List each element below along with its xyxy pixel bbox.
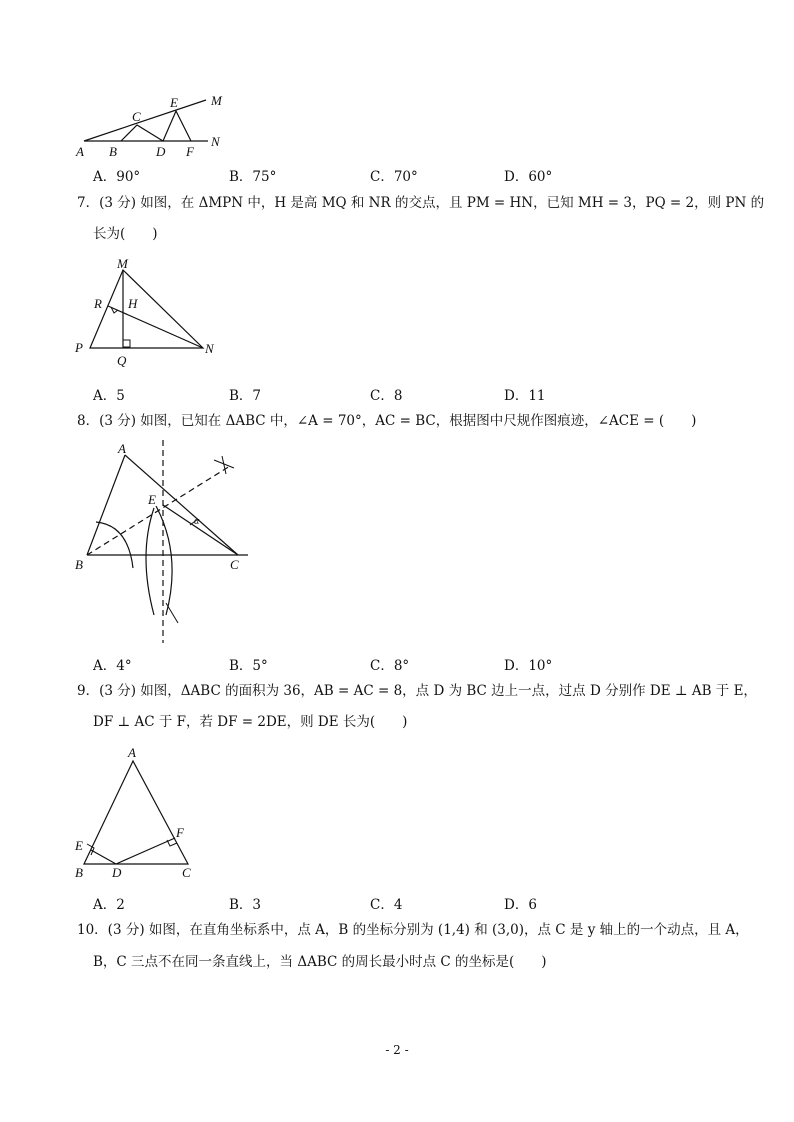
q6-label-C: C	[132, 109, 141, 124]
q6-option-b[interactable]: B．75°	[229, 169, 277, 185]
q7-option-c[interactable]: C．8	[370, 388, 403, 404]
q7-figure	[70, 255, 230, 367]
q9-label-B: B	[75, 865, 83, 880]
q9-label-A: A	[128, 745, 136, 760]
q8-option-b[interactable]: B．5°	[229, 658, 268, 674]
q6-label-B: B	[109, 144, 117, 159]
q10-stem-line2: B，C 三点不在同一条直线上，当 ΔABC 的周长最小时点 C 的坐标是( )	[93, 954, 547, 970]
q9-label-E: E	[75, 838, 83, 853]
q9-stem-line1: 9．(3 分) 如图，ΔABC 的面积为 36，AB = AC = 8，点 D 为 BC 边上一点，过点 D 分别作 DE ⊥ AB 于 E，	[77, 683, 757, 699]
q9-figure	[70, 742, 205, 882]
q6-label-D: D	[156, 144, 166, 159]
q9-option-d[interactable]: D．6	[504, 897, 537, 913]
q6-label-E: E	[170, 95, 178, 110]
q7-diagram	[70, 255, 230, 367]
q8-figure	[70, 440, 260, 645]
q7-label-N: N	[205, 341, 214, 356]
q9-option-c[interactable]: C．4	[370, 897, 403, 913]
q8-option-c[interactable]: C．8°	[370, 658, 410, 674]
q9-label-C: C	[182, 865, 191, 880]
q8-label-E: E	[148, 492, 156, 507]
q7-label-H: H	[128, 296, 138, 311]
q9-label-F: F	[176, 825, 184, 840]
q6-option-d[interactable]: D．60°	[504, 169, 553, 185]
q8-label-C: C	[230, 557, 239, 572]
q7-label-P: P	[75, 340, 83, 355]
q7-stem-line2: 长为( )	[93, 226, 158, 242]
q8-label-alpha: α	[194, 516, 200, 527]
q7-label-R: R	[94, 296, 102, 311]
q7-stem-line1: 7．(3 分) 如图，在 ΔMPN 中，H 是高 MQ 和 NR 的交点，且 PM = HN，已知 MH = 3，PQ = 2，则 PN 的	[77, 195, 765, 211]
q7-option-b[interactable]: B．7	[229, 388, 262, 404]
q9-option-b[interactable]: B．3	[229, 897, 262, 913]
q9-label-D: D	[112, 865, 122, 880]
q8-stem-line1: 8．(3 分) 如图，已知在 ΔABC 中，∠A = 70°，AC = BC，根据图中尺规作图痕迹，∠ACE = ( )	[77, 413, 697, 429]
q6-figure	[70, 90, 240, 160]
q7-option-d[interactable]: D．11	[504, 388, 546, 404]
q6-label-F: F	[186, 144, 194, 159]
page-number: - 2 -	[385, 1043, 409, 1057]
q6-label-A: A	[76, 144, 84, 159]
q6-label-M: M	[211, 93, 222, 108]
q8-options	[93, 654, 693, 674]
q7-label-M: M	[117, 256, 128, 271]
q6-diagram	[70, 90, 240, 160]
q8-diagram	[70, 440, 260, 645]
q8-label-B: B	[75, 557, 83, 572]
q9-options	[93, 893, 693, 913]
q8-option-d[interactable]: D．10°	[504, 658, 553, 674]
q6-label-N: N	[211, 134, 220, 149]
q9-stem-line2: DF ⊥ AC 于 F，若 DF = 2DE，则 DE 长为( )	[93, 714, 408, 730]
q6-option-c[interactable]: C．70°	[370, 169, 418, 185]
q7-options	[93, 384, 693, 404]
q9-option-a[interactable]: A．2	[93, 897, 125, 913]
q7-label-Q: Q	[117, 353, 127, 368]
q7-option-a[interactable]: A．5	[93, 388, 125, 404]
q6-option-a[interactable]: A．90°	[93, 169, 141, 185]
q8-label-A: A	[118, 441, 126, 456]
q9-diagram	[70, 742, 205, 882]
q10-stem-line1: 10．(3 分) 如图，在直角坐标系中，点 A，B 的坐标分别为 (1,4) 和 (3,0)，点 C 是 y 轴上的一个动点，且 A，	[77, 922, 749, 938]
q6-options	[93, 165, 693, 185]
q8-option-a[interactable]: A．4°	[93, 658, 132, 674]
